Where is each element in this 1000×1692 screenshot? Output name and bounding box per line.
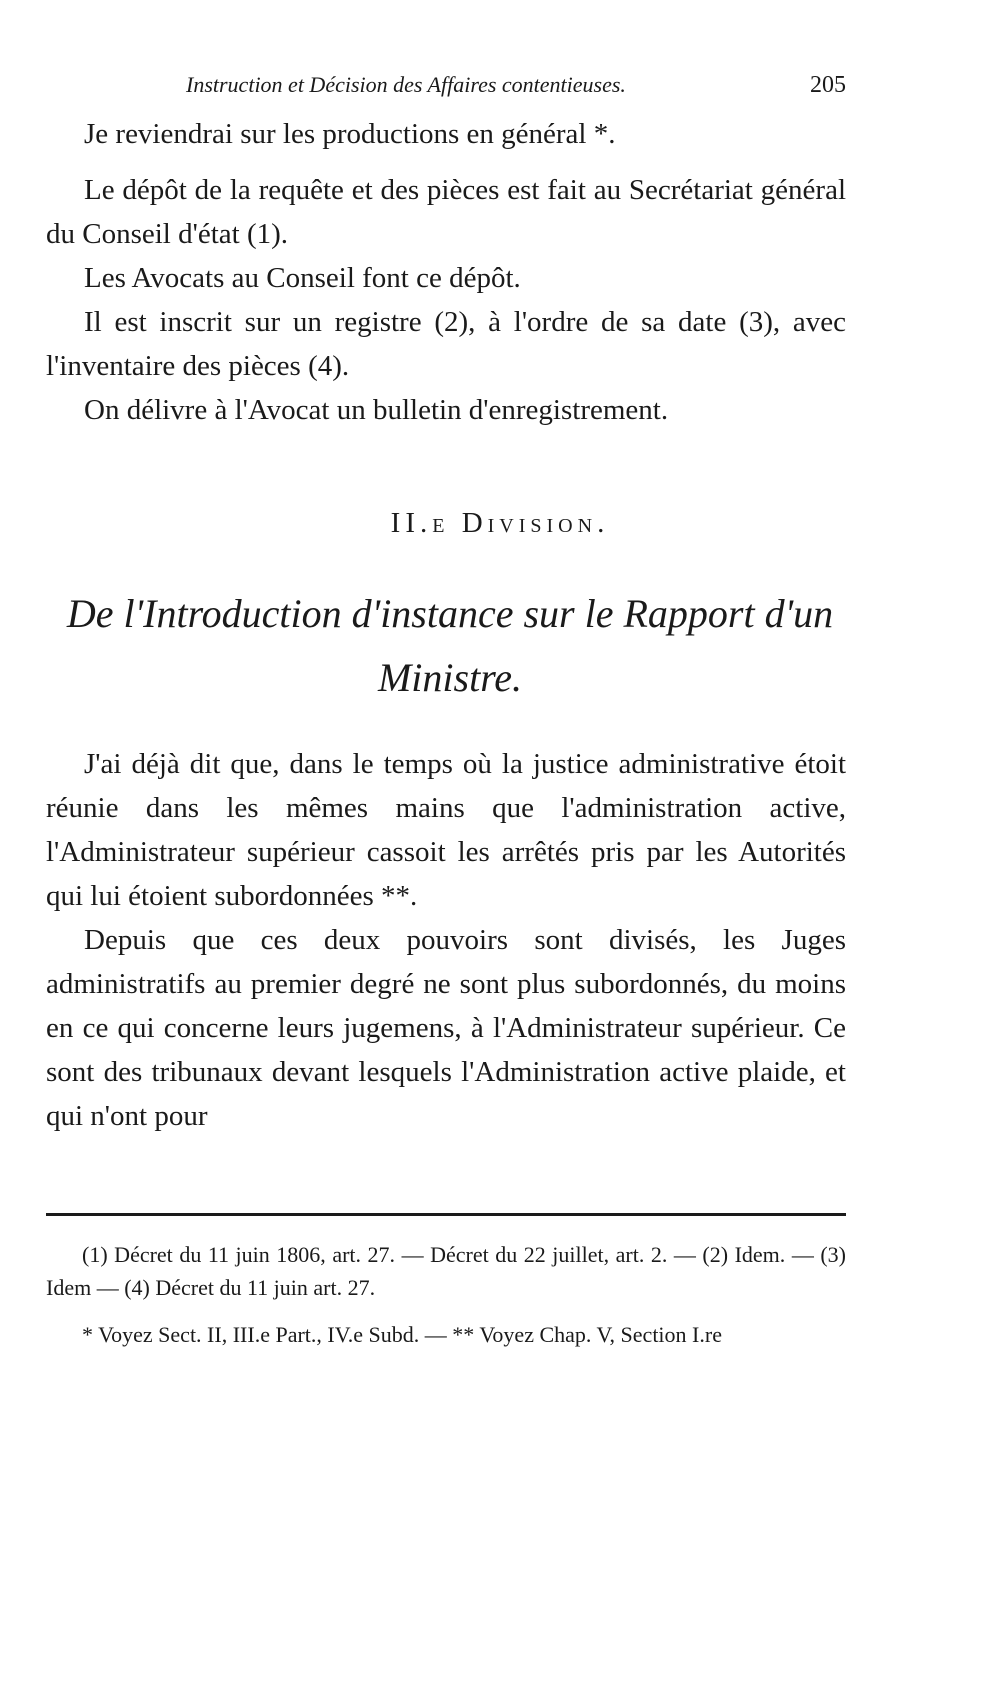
paragraph-depot: Le dépôt de la requête et des pièces est fait au Secrétariat général du Conseil d'état (1). <box>46 174 846 250</box>
footnote-rule <box>46 1213 846 1216</box>
paragraph-pouvoirs-divises: Depuis que ces deux pouvoirs sont divisés, les Juges administratifs au premier degré ne sont plus subordonnés, du moins en ce qui concerne leurs jugemens, à l'Administrateur supérieur. Ce sont des tribunaux devant lesquels l'Administration active plaide, et qui n'ont pour <box>46 924 846 1132</box>
paragraph-registre: Il est inscrit sur un registre (2), à l'ordre de sa date (3), avec l'inventaire des pièces (4). <box>46 306 846 382</box>
division-heading: II.e Division. <box>390 507 610 539</box>
paragraph-justice-administrative: J'ai déjà dit que, dans le temps où la justice administrative étoit réunie dans les mêmes mains que l'administration active, l'Administrateur supérieur cassoit les arrêtés pris par les Autorités qui lui étoient subordonnées **. <box>46 748 846 912</box>
footnote-decrets: (1) Décret du 11 juin 1806, art. 27. — Décret du 22 juillet, art. 2. — (2) Idem. — (3) Idem — (4) Décret du 11 juin art. 27. <box>46 1242 846 1300</box>
paragraph-bulletin: On délivre à l'Avocat un bulletin d'enregistrement. <box>84 394 669 426</box>
paragraph-avocats: Les Avocats au Conseil font ce dépôt. <box>84 262 521 294</box>
footnote-references: * Voyez Sect. II, III.e Part., IV.e Subd. — ** Voyez Chap. V, Section I.re <box>82 1322 722 1347</box>
section-title: De l'Introduction d'instance sur le Rapport d'un Ministre. <box>66 591 834 700</box>
page-number: 205 <box>810 72 846 98</box>
footnotes <box>46 1238 846 1351</box>
running-title: Instruction et Décision des Affaires contentieuses. <box>186 72 626 97</box>
running-head <box>186 72 846 104</box>
paragraph-productions: Je reviendrai sur les productions en général *. <box>84 118 616 150</box>
